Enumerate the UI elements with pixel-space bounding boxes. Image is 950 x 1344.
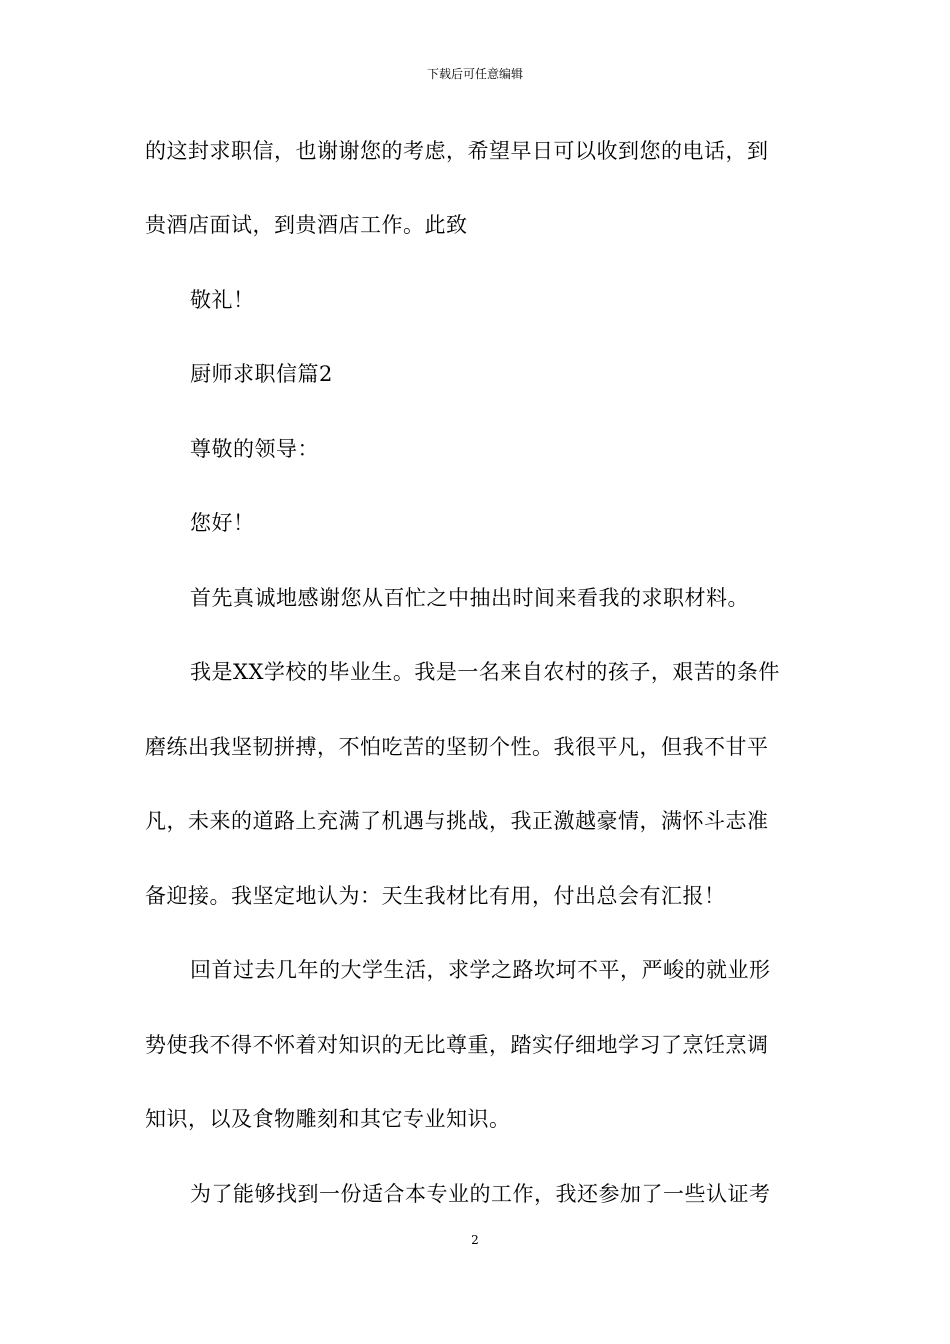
text-line: 的这封求职信，也谢谢您的考虑，希望早日可以收到您的电话，到 bbox=[145, 139, 769, 163]
greeting: 您好！ bbox=[190, 511, 255, 535]
salutation-closing: 敬礼！ bbox=[190, 288, 255, 312]
text-line: 备迎接。我坚定地认为：天生我材比有用，付出总会有汇报！ bbox=[145, 884, 726, 908]
page-number: 2 bbox=[471, 1233, 479, 1247]
text-line: 贵酒店面试，到贵酒店工作。此致 bbox=[145, 213, 468, 237]
greeting-recipient: 尊敬的领导： bbox=[190, 437, 319, 461]
text-line: 凡，未来的道路上充满了机遇与挑战，我正激越豪情，满怀斗志准 bbox=[145, 809, 769, 833]
text-line: 首先真诚地感谢您从百忙之中抽出时间来看我的求职材料。 bbox=[190, 586, 749, 610]
page-header: 下载后可任意编辑 bbox=[426, 67, 523, 81]
text-line: 我是XX学校的毕业生。我是一名来自农村的孩子，艰苦的条件 bbox=[190, 660, 780, 684]
section-title: 厨师求职信篇2 bbox=[190, 362, 333, 386]
text-line: 势使我不得不怀着对知识的无比尊重，踏实仔细地学习了烹饪烹调 bbox=[145, 1033, 769, 1057]
text-line: 磨练出我坚韧拼搏，不怕吃苦的坚韧个性。我很平凡，但我不甘平 bbox=[145, 735, 769, 759]
text-line: 回首过去几年的大学生活，求学之路坎坷不平，严峻的就业形 bbox=[190, 958, 771, 982]
text-line: 知识，以及食物雕刻和其它专业知识。 bbox=[145, 1107, 511, 1131]
text-line: 为了能够找到一份适合本专业的工作，我还参加了一些认证考 bbox=[190, 1182, 771, 1206]
